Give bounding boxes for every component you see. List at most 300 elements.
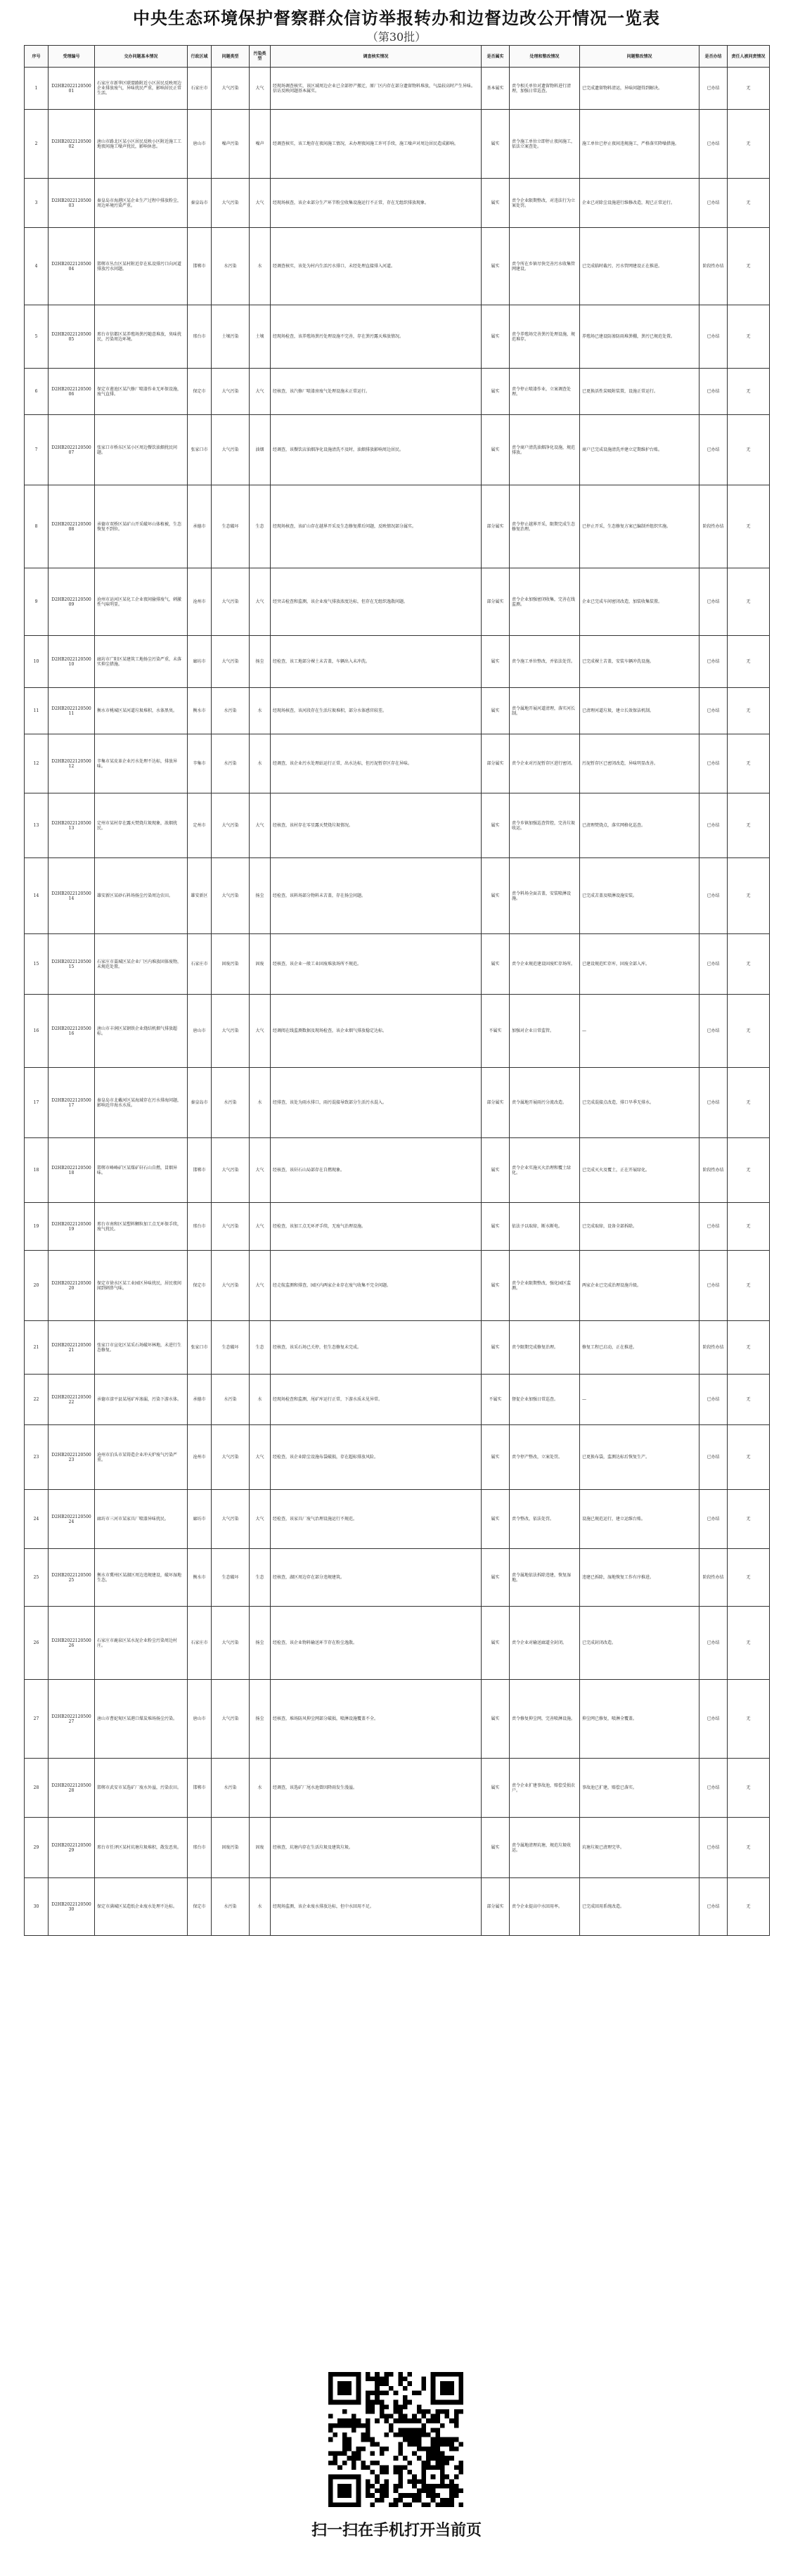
table-cell-id: D2HB202212050029 xyxy=(49,1818,95,1878)
table-cell-no: 19 xyxy=(25,1203,49,1251)
table-cell-ptype: 大气 xyxy=(250,68,271,110)
table-cell-id: D2HB202212050005 xyxy=(49,305,95,369)
table-cell-issue: 石家庄市藁城区某企业厂区内堆放固体废物，未规范处置。 xyxy=(95,934,188,995)
table-cell-id: D2HB202212050027 xyxy=(49,1680,95,1759)
table-cell-done: 阶段性办结 xyxy=(699,485,728,568)
table-cell-finding: 经检查，该料场部分物料未苫盖，存在扬尘问题。 xyxy=(271,858,482,934)
table-cell-handling: 责令相关单位对遗留物料进行清理，加强日常巡查。 xyxy=(510,68,580,110)
table-cell-ptype: 水 xyxy=(250,1375,271,1425)
table-cell-ptype: 大气 xyxy=(250,1203,271,1251)
table-cell-rectify: 已完成苫盖及喷淋设施安装。 xyxy=(580,858,699,934)
table-cell-handling: 责令企业加强密闭收集，完善在线监测。 xyxy=(510,568,580,636)
table-row xyxy=(25,1068,770,1138)
table-cell-issue: 辛集市某皮革企业污水处理不达标，排放异味。 xyxy=(95,734,188,793)
table-cell-ptype: 大气 xyxy=(250,1138,271,1203)
table-row xyxy=(25,1138,770,1203)
table-cell-type: 固废污染 xyxy=(212,934,250,995)
col-header: 序号 xyxy=(25,46,49,68)
table-cell-no: 7 xyxy=(25,415,49,485)
table-cell-no: 27 xyxy=(25,1680,49,1759)
table-cell-type: 固废污染 xyxy=(212,1818,250,1878)
table-row xyxy=(25,1607,770,1680)
table-cell-ptype: 生态 xyxy=(250,1321,271,1375)
table-cell-region: 石家庄市 xyxy=(188,68,212,110)
table-cell-issue: 衡水市桃城区某河道垃圾堆积，水体黑臭。 xyxy=(95,688,188,734)
table-cell-id: D2HB202212050022 xyxy=(49,1375,95,1425)
col-header: 是否办结 xyxy=(699,46,728,68)
table-cell-rectify: 养殖场已建设防渗防雨堆粪棚，粪污已规范处置。 xyxy=(580,305,699,369)
table-row xyxy=(25,568,770,636)
table-cell-region: 邯郸市 xyxy=(188,1759,212,1818)
table-cell-verdict: 属实 xyxy=(482,369,510,415)
table-cell-ptype: 噪声 xyxy=(250,110,271,179)
table-row xyxy=(25,1490,770,1549)
table-cell-ptype: 油烟 xyxy=(250,415,271,485)
table-cell-region: 辛集市 xyxy=(188,734,212,793)
table-cell-handling: 责令修复抑尘网，完善喷淋设施。 xyxy=(510,1680,580,1759)
table-cell-finding: 经检查，该工地部分裸土未苫盖，车辆出入未冲洗。 xyxy=(271,636,482,688)
table-cell-region: 邢台市 xyxy=(188,1203,212,1251)
table-cell-region: 张家口市 xyxy=(188,415,212,485)
table-cell-type: 大气污染 xyxy=(212,858,250,934)
qr-caption: 扫一扫在手机打开当前页 xyxy=(311,2522,482,2539)
table-cell-finding: 经走航监测和排查，园区内两家企业存在废气收集不完全问题。 xyxy=(271,1251,482,1321)
table-cell-rectify: 坑塘垃圾已清理完毕。 xyxy=(580,1818,699,1878)
table-cell-finding: 经排查，该处为雨水排口，雨污混接导致部分生活污水混入。 xyxy=(271,1068,482,1138)
table-cell-account: 无 xyxy=(728,1607,770,1680)
table-cell-rectify: 企业已完成车间密闭改造，加装收集装置。 xyxy=(580,568,699,636)
col-header: 处理和整改情况 xyxy=(510,46,580,68)
table-row xyxy=(25,688,770,734)
col-header: 受理编号 xyxy=(49,46,95,68)
table-cell-issue: 承德市双桥区某矿山开采破坏山体植被，生态恢复不到位。 xyxy=(95,485,188,568)
table-cell-type: 水污染 xyxy=(212,1759,250,1818)
table-cell-finding: 经核查，该汽修厂喷漆房废气处理设施未正常运行。 xyxy=(271,369,482,415)
table-cell-finding: 经调查核实，该处为村内生活污水排口，未经处理直接排入河道。 xyxy=(271,228,482,305)
table-cell-ptype: 大气 xyxy=(250,568,271,636)
table-cell-ptype: 扬尘 xyxy=(250,1607,271,1680)
table-cell-issue: 雄安新区某砂石料场扬尘污染周边农田。 xyxy=(95,858,188,934)
table-cell-finding: 经现场调查核实，该区域周边企业已全部停产搬迁，原厂区内存在部分遗留物料堆放，气温较高时产生异味。信访反映问题基本属实。 xyxy=(271,68,482,110)
table-cell-issue: 保定市莲池区某汽修厂喷漆作业无环保设施，废气直排。 xyxy=(95,369,188,415)
table-cell-handling: 责令企业实施灭火治理和覆土绿化。 xyxy=(510,1138,580,1203)
table-row xyxy=(25,1878,770,1936)
table-cell-ptype: 大气 xyxy=(250,1425,271,1490)
table-cell-account: 无 xyxy=(728,1425,770,1490)
table-cell-ptype: 水 xyxy=(250,1878,271,1936)
table-cell-type: 大气污染 xyxy=(212,1251,250,1321)
table-row xyxy=(25,1680,770,1759)
table-cell-handling: 责令企业规范建设固废贮存场所。 xyxy=(510,934,580,995)
col-header: 问题类型 xyxy=(212,46,250,68)
table-cell-type: 大气污染 xyxy=(212,1490,250,1549)
table-cell-issue: 秦皇岛市北戴河区某海域存在污水排海问题，影响近岸海水水质。 xyxy=(95,1068,188,1138)
table-cell-type: 大气污染 xyxy=(212,369,250,415)
table-cell-finding: 经现场检查和监测，尾矿库运行正常，下游水质未见异常。 xyxy=(271,1375,482,1425)
table-cell-handling: 责令乡镇加强巡查管控，完善垃圾收运。 xyxy=(510,793,580,858)
table-cell-ptype: 固废 xyxy=(250,934,271,995)
table-cell-region: 衡水市 xyxy=(188,1549,212,1607)
table-cell-id: D2HB202212050028 xyxy=(49,1759,95,1818)
table-cell-rectify: 已完成遗留物料清运，异味问题得到解决。 xyxy=(580,68,699,110)
table-cell-account: 无 xyxy=(728,369,770,415)
table-cell-issue: 承德市滦平县某尾矿库渗漏，污染下游水体。 xyxy=(95,1375,188,1425)
col-header: 调查核实情况 xyxy=(271,46,482,68)
table-cell-no: 28 xyxy=(25,1759,49,1818)
table-cell-ptype: 大气 xyxy=(250,369,271,415)
table-cell-verdict: 属实 xyxy=(482,1490,510,1549)
table-cell-verdict: 属实 xyxy=(482,228,510,305)
table-cell-no: 26 xyxy=(25,1607,49,1680)
table-cell-account: 无 xyxy=(728,995,770,1068)
table-row xyxy=(25,1818,770,1878)
table-cell-finding: 经检查，该家具厂废气治理设施运行不规范。 xyxy=(271,1490,482,1549)
table-cell-region: 邢台市 xyxy=(188,1818,212,1878)
table-cell-no: 13 xyxy=(25,793,49,858)
table-cell-issue: 保定市徐水区某工业园区异味扰民，居民夜间闻到刺鼻气味。 xyxy=(95,1251,188,1321)
table-cell-account: 无 xyxy=(728,793,770,858)
table-cell-issue: 邯郸市峰峰矿区某煤矿矸石山自燃，冒烟异味。 xyxy=(95,1138,188,1203)
table-cell-type: 生态破坏 xyxy=(212,1321,250,1375)
table-cell-type: 水污染 xyxy=(212,1878,250,1936)
table-cell-rectify: 污泥暂存区已密闭改造，异味明显改善。 xyxy=(580,734,699,793)
table-cell-handling: 责令属地开展雨污分流改造。 xyxy=(510,1068,580,1138)
table-cell-done: 已办结 xyxy=(699,179,728,228)
table-cell-account: 无 xyxy=(728,636,770,688)
table-cell-verdict: 属实 xyxy=(482,1203,510,1251)
table-cell-no: 5 xyxy=(25,305,49,369)
table-cell-id: D2HB202212050019 xyxy=(49,1203,95,1251)
table-cell-handling: 责令施工单位整改，并依法处罚。 xyxy=(510,636,580,688)
table-cell-id: D2HB202212050015 xyxy=(49,934,95,995)
table-cell-issue: 石家庄市鹿泉区某水泥企业粉尘污染周边村庄。 xyxy=(95,1607,188,1680)
table-cell-done: 已办结 xyxy=(699,1251,728,1321)
table-cell-type: 大气污染 xyxy=(212,568,250,636)
table-cell-handling: 责令养殖场完善粪污处理设施，规范堆存。 xyxy=(510,305,580,369)
table-cell-type: 水污染 xyxy=(212,1375,250,1425)
table-cell-type: 大气污染 xyxy=(212,1607,250,1680)
table-cell-done: 已办结 xyxy=(699,369,728,415)
table-cell-no: 30 xyxy=(25,1878,49,1936)
table-cell-region: 承德市 xyxy=(188,1375,212,1425)
table-cell-account: 无 xyxy=(728,688,770,734)
table-cell-region: 廊坊市 xyxy=(188,636,212,688)
table-cell-no: 14 xyxy=(25,858,49,934)
table-cell-rectify: 已清理焚烧点，落实网格化巡查。 xyxy=(580,793,699,858)
table-cell-region: 石家庄市 xyxy=(188,1607,212,1680)
table-cell-region: 沧州市 xyxy=(188,1425,212,1490)
table-cell-handling: 责令停止越界开采，限期完成生态修复治理。 xyxy=(510,485,580,568)
table-cell-finding: 经核查，坑塘内存在生活垃圾及建筑垃圾。 xyxy=(271,1818,482,1878)
table-cell-verdict: 属实 xyxy=(482,179,510,228)
table-cell-region: 唐山市 xyxy=(188,110,212,179)
table-cell-type: 大气污染 xyxy=(212,1425,250,1490)
table-cell-type: 大气污染 xyxy=(212,1138,250,1203)
table-cell-ptype: 扬尘 xyxy=(250,858,271,934)
table-cell-done: 已办结 xyxy=(699,858,728,934)
table-row xyxy=(25,1375,770,1425)
table-cell-no: 1 xyxy=(25,68,49,110)
table-cell-finding: 经检查，该加工点无环评手续，无废气治理设施。 xyxy=(271,1203,482,1251)
col-header: 交办问题基本情况 xyxy=(95,46,188,68)
table-cell-account: 无 xyxy=(728,1549,770,1607)
table-cell-region: 保定市 xyxy=(188,369,212,415)
table-cell-account: 无 xyxy=(728,1680,770,1759)
table-cell-verdict: 属实 xyxy=(482,1425,510,1490)
table-cell-handling: 责令施工单位立即停止夜间施工，依法立案查处。 xyxy=(510,110,580,179)
table-cell-rectify: 企业已对除尘设施进行维修改造，现已正常运行。 xyxy=(580,179,699,228)
table-cell-handling: 责令整改，依法处罚。 xyxy=(510,1490,580,1549)
table-cell-done: 已办结 xyxy=(699,688,728,734)
table-cell-type: 水污染 xyxy=(212,228,250,305)
table-cell-account: 无 xyxy=(728,228,770,305)
table-cell-account: 无 xyxy=(728,1490,770,1549)
table-cell-issue: 定州市某村存在露天焚烧垃圾现象，浓烟扰民。 xyxy=(95,793,188,858)
table-cell-rectify: 已完成临时截污，污水管网建设正在推进。 xyxy=(580,228,699,305)
table-cell-issue: 石家庄市新华区联盟路附近小区居民反映周边企业排放废气，异味扰民严重，影响居民正常生活。 xyxy=(95,68,188,110)
table-cell-id: D2HB202212050010 xyxy=(49,636,95,688)
table-cell-rectify: — xyxy=(580,1375,699,1425)
table-cell-region: 张家口市 xyxy=(188,1321,212,1375)
table-cell-verdict: 属实 xyxy=(482,1251,510,1321)
table-cell-id: D2HB202212050012 xyxy=(49,734,95,793)
table-cell-id: D2HB202212050008 xyxy=(49,485,95,568)
table-cell-handling: 责令企业对污泥暂存区进行密闭。 xyxy=(510,734,580,793)
table-cell-done: 已办结 xyxy=(699,793,728,858)
table-cell-no: 16 xyxy=(25,995,49,1068)
table-cell-verdict: 属实 xyxy=(482,1759,510,1818)
table-cell-no: 6 xyxy=(25,369,49,415)
table-cell-rectify: 已完成裸土苫盖，安装车辆冲洗设施。 xyxy=(580,636,699,688)
table-cell-no: 8 xyxy=(25,485,49,568)
table-cell-verdict: 部分属实 xyxy=(482,568,510,636)
table-cell-account: 无 xyxy=(728,1251,770,1321)
table-body xyxy=(25,68,770,1936)
table-cell-rectify: 已清理河道垃圾，建立长效保洁机制。 xyxy=(580,688,699,734)
table-row xyxy=(25,110,770,179)
table-cell-id: D2HB202212050004 xyxy=(49,228,95,305)
col-header: 责任人被问责情况 xyxy=(728,46,770,68)
table-cell-verdict: 基本属实 xyxy=(482,68,510,110)
table-cell-no: 17 xyxy=(25,1068,49,1138)
table-cell-id: D2HB202212050003 xyxy=(49,179,95,228)
table-cell-finding: 经突击检查和监测，该企业废气排放浓度达标，但存在无组织逸散问题。 xyxy=(271,568,482,636)
table-cell-done: 已办结 xyxy=(699,1607,728,1680)
table-cell-issue: 保定市满城区某造纸企业废水处理不达标。 xyxy=(95,1878,188,1936)
table-cell-region: 承德市 xyxy=(188,485,212,568)
table-cell-no: 24 xyxy=(25,1490,49,1549)
table-cell-finding: 经核查，堆场防风抑尘网部分破损，喷淋设施覆盖不全。 xyxy=(271,1680,482,1759)
table-cell-no: 29 xyxy=(25,1818,49,1878)
table-cell-region: 衡水市 xyxy=(188,688,212,734)
table-cell-issue: 唐山市路北区某小区居民反映小区附近施工工地夜间施工噪声扰民，影响休息。 xyxy=(95,110,188,179)
table-cell-account: 无 xyxy=(728,485,770,568)
table-cell-handling: 责令企业扩建事故池，赔偿受损农户。 xyxy=(510,1759,580,1818)
table-cell-rectify: 已完成封闭改造。 xyxy=(580,1607,699,1680)
table-row xyxy=(25,485,770,568)
table-cell-type: 水污染 xyxy=(212,688,250,734)
table-cell-finding: 经调查核实，该工地存在夜间施工情况，未办理夜间施工许可手续，施工噪声对周边居民造成影响。 xyxy=(271,110,482,179)
table-row xyxy=(25,636,770,688)
table-row xyxy=(25,68,770,110)
table-cell-no: 2 xyxy=(25,110,49,179)
table-cell-verdict: 属实 xyxy=(482,858,510,934)
table-row xyxy=(25,1425,770,1490)
table-cell-issue: 邯郸市武安市某选矿厂废水外溢，污染农田。 xyxy=(95,1759,188,1818)
table-cell-handling: 责令企业提高中水回用率。 xyxy=(510,1878,580,1936)
table-cell-account: 无 xyxy=(728,1878,770,1936)
table-cell-account: 无 xyxy=(728,1375,770,1425)
table-row xyxy=(25,369,770,415)
table-cell-rectify: 已停止开采，生态修复方案已编制并组织实施。 xyxy=(580,485,699,568)
table-cell-no: 22 xyxy=(25,1375,49,1425)
table-cell-rectify: 已建设规范贮存库，固废全部入库。 xyxy=(580,934,699,995)
table-cell-region: 定州市 xyxy=(188,793,212,858)
table-cell-done: 已办结 xyxy=(699,568,728,636)
table-cell-finding: 经现场监测，该企业废水排放达标，但中水回用不足。 xyxy=(271,1878,482,1936)
table-cell-id: D2HB202212050001 xyxy=(49,68,95,110)
table-row xyxy=(25,934,770,995)
table-cell-done: 已办结 xyxy=(699,1068,728,1138)
table-cell-type: 大气污染 xyxy=(212,179,250,228)
table-cell-done: 已办结 xyxy=(699,1818,728,1878)
table-cell-id: D2HB202212050014 xyxy=(49,858,95,934)
table-cell-issue: 邢台市南和区某塑料颗粒加工点无环保手续，废气扰民。 xyxy=(95,1203,188,1251)
table-cell-region: 廊坊市 xyxy=(188,1490,212,1549)
table-cell-rectify: 抑尘网已修复，喷淋全覆盖。 xyxy=(580,1680,699,1759)
table-cell-account: 无 xyxy=(728,1138,770,1203)
table-cell-no: 23 xyxy=(25,1425,49,1490)
table-cell-region: 石家庄市 xyxy=(188,934,212,995)
table-cell-verdict: 属实 xyxy=(482,415,510,485)
table-cell-handling: 责令属地开展河道清理，落实河长制。 xyxy=(510,688,580,734)
table-cell-ptype: 大气 xyxy=(250,995,271,1068)
table-cell-id: D2HB202212050007 xyxy=(49,415,95,485)
col-header: 问题整改情况 xyxy=(580,46,699,68)
qr-code-icon[interactable] xyxy=(328,2372,463,2507)
table-row xyxy=(25,995,770,1068)
table-cell-type: 生态破坏 xyxy=(212,1549,250,1607)
table-cell-handling: 责令企业限期整改，强化园区监测。 xyxy=(510,1251,580,1321)
table-cell-id: D2HB202212050023 xyxy=(49,1425,95,1490)
table-row xyxy=(25,1203,770,1251)
table-cell-handling: 责令企业对输送廊道全封闭。 xyxy=(510,1607,580,1680)
col-header: 污染类型 xyxy=(250,46,271,68)
table-cell-verdict: 属实 xyxy=(482,793,510,858)
table-cell-rectify: 施工单位已停止夜间违规施工，严格落实降噪措施。 xyxy=(580,110,699,179)
table-cell-finding: 经调查，该餐饮店油烟净化设施清洗不及时，油烟排放影响周边居民。 xyxy=(271,415,482,485)
table-cell-finding: 经调查，该企业污水处理站运行正常，出水达标，但污泥暂存区存在异味。 xyxy=(271,734,482,793)
table-cell-account: 无 xyxy=(728,1068,770,1138)
table-cell-rectify: 商户已完成设施清洗并建立定期维护台账。 xyxy=(580,415,699,485)
table-cell-no: 20 xyxy=(25,1251,49,1321)
table-cell-region: 唐山市 xyxy=(188,1680,212,1759)
table-row xyxy=(25,179,770,228)
table-cell-account: 无 xyxy=(728,68,770,110)
table-cell-rectify: 两家企业已完成治理设施升级。 xyxy=(580,1251,699,1321)
table-cell-done: 已办结 xyxy=(699,1375,728,1425)
table-cell-type: 大气污染 xyxy=(212,415,250,485)
table-cell-issue: 廊坊市三河市某家具厂喷漆异味扰民。 xyxy=(95,1490,188,1549)
table-cell-done: 阶段性办结 xyxy=(699,1321,728,1375)
table-cell-verdict: 属实 xyxy=(482,110,510,179)
table-cell-handling: 责令属地依法拆除违建，恢复湿地。 xyxy=(510,1549,580,1607)
col-header: 是否属实 xyxy=(482,46,510,68)
table-cell-account: 无 xyxy=(728,934,770,995)
table-cell-region: 邢台市 xyxy=(188,305,212,369)
table-cell-rectify: 设施已规范运行，建立运维台账。 xyxy=(580,1490,699,1549)
table-cell-account: 无 xyxy=(728,858,770,934)
table-cell-region: 邯郸市 xyxy=(188,1138,212,1203)
table-cell-region: 唐山市 xyxy=(188,995,212,1068)
table-cell-issue: 衡水市冀州区某湖区周边违规建设，破坏湿地生态。 xyxy=(95,1549,188,1607)
table-cell-id: D2HB202212050006 xyxy=(49,369,95,415)
page-title: 中央生态环境保护督察群众信访举报转办和边督边改公开情况一览表 xyxy=(133,8,660,28)
table-row xyxy=(25,305,770,369)
table-cell-id: D2HB202212050020 xyxy=(49,1251,95,1321)
table-cell-ptype: 扬尘 xyxy=(250,636,271,688)
table-cell-type: 生态破坏 xyxy=(212,485,250,568)
table-cell-verdict: 不属实 xyxy=(482,1375,510,1425)
table-cell-done: 已办结 xyxy=(699,1878,728,1936)
table-cell-region: 秦皇岛市 xyxy=(188,179,212,228)
table-cell-verdict: 属实 xyxy=(482,305,510,369)
table-cell-no: 10 xyxy=(25,636,49,688)
table-cell-ptype: 大气 xyxy=(250,1490,271,1549)
table-header-row xyxy=(25,46,770,68)
table-cell-account: 无 xyxy=(728,1818,770,1878)
table-cell-done: 阶段性办结 xyxy=(699,1549,728,1607)
table-cell-issue: 张家口市宣化区某采石场破坏林地，未进行生态修复。 xyxy=(95,1321,188,1375)
table-cell-finding: 经调阅在线监测数据及现场检查，该企业烟气排放稳定达标。 xyxy=(271,995,482,1068)
page-subtitle: （第30批） xyxy=(366,30,427,44)
table-cell-no: 18 xyxy=(25,1138,49,1203)
table-cell-region: 保定市 xyxy=(188,1878,212,1936)
table-cell-done: 已办结 xyxy=(699,995,728,1068)
table-cell-account: 无 xyxy=(728,110,770,179)
table-cell-handling: 责令商户清洗油烟净化设施，规范排放。 xyxy=(510,415,580,485)
table-cell-no: 11 xyxy=(25,688,49,734)
col-header: 行政区域 xyxy=(188,46,212,68)
table-cell-done: 已办结 xyxy=(699,110,728,179)
table-cell-verdict: 部分属实 xyxy=(482,1068,510,1138)
table-row xyxy=(25,793,770,858)
table-cell-ptype: 大气 xyxy=(250,1251,271,1321)
table-cell-done: 已办结 xyxy=(699,934,728,995)
table-cell-verdict: 属实 xyxy=(482,688,510,734)
table-cell-done: 已办结 xyxy=(699,734,728,793)
table-row xyxy=(25,1759,770,1818)
table-cell-rectify: 已完成混接点改造，排口旱季无排水。 xyxy=(580,1068,699,1138)
table-cell-done: 阶段性办结 xyxy=(699,228,728,305)
table-cell-id: D2HB202212050013 xyxy=(49,793,95,858)
table-cell-region: 雄安新区 xyxy=(188,858,212,934)
table-cell-handling: 责令属地清理坑塘，规范垃圾收运。 xyxy=(510,1818,580,1878)
table-cell-account: 无 xyxy=(728,1759,770,1818)
table-cell-ptype: 固废 xyxy=(250,1818,271,1878)
table-cell-account: 无 xyxy=(728,305,770,369)
table-cell-ptype: 水 xyxy=(250,688,271,734)
table-cell-handling: 加强对企业日常监管。 xyxy=(510,995,580,1068)
table-cell-issue: 沧州市泊头市某铸造企业冲天炉废气污染严重。 xyxy=(95,1425,188,1490)
table-cell-no: 15 xyxy=(25,934,49,995)
table-cell-ptype: 大气 xyxy=(250,179,271,228)
table-cell-no: 25 xyxy=(25,1549,49,1607)
table-cell-id: D2HB202212050017 xyxy=(49,1068,95,1138)
table-cell-no: 3 xyxy=(25,179,49,228)
table-cell-finding: 经现场核查，该企业部分生产环节粉尘收集设施运行不正常，存在无组织排放现象。 xyxy=(271,179,482,228)
table-cell-type: 大气污染 xyxy=(212,995,250,1068)
